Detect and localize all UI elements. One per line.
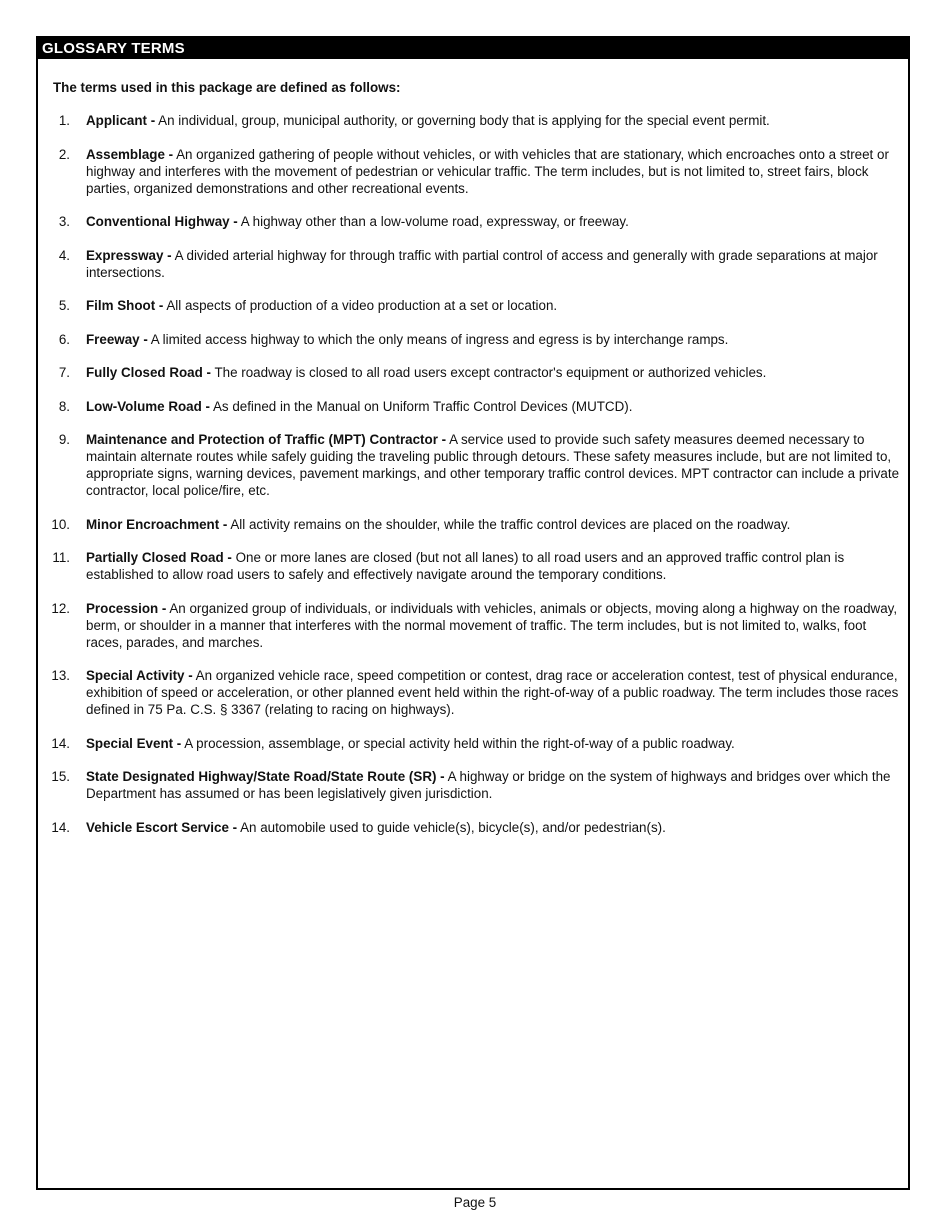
glossary-term (38, 516, 910, 533)
term-name: Film Shoot - (86, 298, 164, 313)
section-header: GLOSSARY TERMS (38, 38, 908, 59)
glossary-frame (36, 36, 910, 1190)
intro-text: The terms used in this package are defined as follows: (53, 80, 401, 95)
term-definition: An automobile used to guide vehicle(s), bicycle(s), and/or pedestrian(s). (240, 819, 666, 835)
term-definition: An organized group of individuals, or individuals with vehicles, animals or objects, moving along a highway on the roadway, berm, or shoulder in a manner that interferes with the normal movement of traffic. The term includes, but is not limited to, walks, foot races, parades, and marches. (86, 600, 898, 650)
term-name: Vehicle Escort Service - (86, 819, 238, 835)
term-definition: A highway or bridge on the system of highways and bridges over which the Department has assumed or has been legislatively given jurisdiction. (86, 769, 891, 801)
term-name: Procession - (86, 600, 167, 616)
glossary-term (38, 112, 910, 129)
term-definition: A highway other than a low-volume road, expressway, or freeway. (240, 214, 629, 229)
term-number: 2. (58, 146, 70, 162)
glossary-term (38, 600, 910, 651)
term-name: Assemblage - (86, 146, 174, 162)
term-name: Low-Volume Road - (86, 398, 210, 414)
term-name: Special Event - (86, 735, 182, 751)
term-name: Fully Closed Road - (86, 365, 211, 380)
term-definition: The roadway is closed to all road users except contractor's equipment or authorized vehicles. (214, 365, 767, 380)
term-number: 1. (58, 113, 70, 128)
glossary-term (38, 735, 910, 752)
term-number: 15. (51, 769, 70, 784)
term-name: Freeway - (86, 331, 148, 347)
page-number: Page 5 (453, 1195, 497, 1210)
glossary-term (38, 213, 910, 230)
glossary-term (38, 331, 910, 348)
term-definition: An individual, group, municipal authority, or governing body that is applying for the special event permit. (158, 113, 770, 128)
term-definition: A limited access highway to which the only means of ingress and egress is by interchange ramps. (150, 331, 729, 347)
term-number: 14. (51, 735, 70, 751)
glossary-term (38, 667, 910, 718)
term-number: 10. (51, 516, 70, 532)
glossary-term (38, 549, 910, 583)
term-number: 3. (58, 214, 70, 229)
term-name: State Designated Highway/State Road/State Route (SR) - (86, 769, 445, 784)
term-name: Special Activity - (86, 668, 193, 683)
term-definition: All aspects of production of a video production at a set or location. (166, 298, 558, 313)
term-name: Expressway - (86, 247, 172, 263)
term-name: Partially Closed Road - (86, 550, 232, 565)
term-number: 13. (51, 668, 70, 683)
term-number: 6. (58, 331, 70, 347)
term-definition: An organized gathering of people without vehicles, or with vehicles that are stationary, which encroaches onto a street or highway and interferes with the movement of pedestrian or vehicular traffic. The term includes, but is not limited to, street fairs, block parties, organized demonstrations and other recreational events. (86, 146, 889, 196)
glossary-term (38, 431, 910, 499)
term-number: 4. (58, 247, 70, 263)
term-number: 9. (58, 432, 70, 447)
glossary-term (38, 398, 910, 415)
glossary-list (38, 112, 910, 852)
glossary-term (38, 364, 910, 381)
term-definition: As defined in the Manual on Uniform Traffic Control Devices (MUTCD). (212, 398, 633, 414)
term-name: Conventional Highway - (86, 214, 238, 229)
term-number: 5. (58, 298, 70, 313)
term-definition: All activity remains on the shoulder, while the traffic control devices are placed on the roadway. (230, 516, 791, 532)
term-name: Maintenance and Protection of Traffic (MPT) Contractor - (86, 432, 447, 447)
glossary-term (38, 297, 910, 314)
term-definition: An organized vehicle race, speed competition or contest, drag race or acceleration contest, test of physical endurance, exhibition of speed or acceleration, or other planned event held within the right-of-way of a public roadway. The term includes those races defined in 75 Pa. C.S. § 3367 (relating to racing on highways). (86, 668, 899, 717)
term-number: 8. (58, 398, 70, 414)
term-definition: A divided arterial highway for through traffic with partial control of access and generally with grade separations at major intersections. (86, 247, 878, 280)
term-number: 14. (51, 819, 70, 835)
glossary-term (38, 247, 910, 281)
term-number: 12. (51, 600, 70, 616)
glossary-term (38, 146, 910, 197)
term-number: 11. (52, 550, 70, 565)
term-name: Applicant - (86, 113, 156, 128)
glossary-term (38, 819, 910, 836)
term-name: Minor Encroachment - (86, 516, 228, 532)
term-number: 7. (58, 365, 70, 380)
term-definition: A service used to provide such safety measures deemed necessary to maintain alternate routes while safely guiding the traveling public through detours. These safety measures include, but are not limited to, appropriate signs, warning devices, pavement markings, and other temporary traffic control devices. MPT contractor can include a private contractor, local police/fire, etc. (86, 432, 900, 498)
glossary-term (38, 768, 910, 802)
term-definition: A procession, assemblage, or special activity held within the right-of-way of a public roadway. (184, 735, 735, 751)
term-definition: One or more lanes are closed (but not all lanes) to all road users and an approved traffic control plan is established to allow road users to safely and effectively navigate around the temporary conditions. (86, 550, 845, 582)
